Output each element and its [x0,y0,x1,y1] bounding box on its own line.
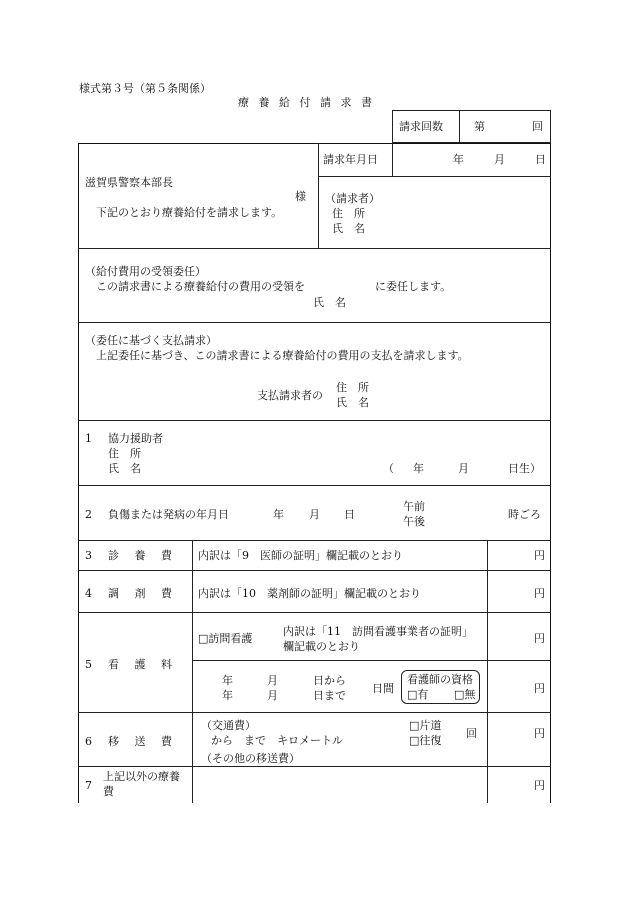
date-label: 請求年月日 [323,153,378,166]
request-text: 下記のとおり療養給付を請求します。 [96,206,283,219]
form-title: 療 養 給 付 請 求 書 [238,96,375,109]
claimant-label: （請求者） [325,192,380,205]
form-number: 様式第３号（第５条関係） [79,82,211,95]
s4-label: 調 剤 費 [108,587,178,600]
s7-label: 上記以外の療養 [103,770,180,783]
addressee: 滋賀県警察本部長 [85,176,173,189]
one-way-checkbox[interactable]: □片道 [409,719,442,732]
visit-nursing-checkbox[interactable]: □訪問看護 [198,632,253,645]
s4-detail: 内訳は「10 薬剤師の証明」欄記載のとおり [198,587,421,600]
s3-label: 診 養 費 [108,549,178,562]
s1-title: 協力援助者 [108,432,163,445]
nurse-qualified-yes-checkbox[interactable]: □有 [407,688,429,701]
s5-label: 看 護 料 [108,658,178,671]
nurse-qualified-no-checkbox[interactable]: □無 [454,688,476,701]
s6-label: 移 送 費 [108,735,178,748]
round-trip-checkbox[interactable]: □往復 [409,734,442,747]
request-count-label: 請求回数 [399,120,443,133]
s2-title: 負傷または発病の年月日 [108,508,229,521]
s3-detail: 内訳は「9 医師の証明」欄記載のとおり [198,549,403,562]
delegation-title: （給付費用の受領委任） [85,265,206,278]
payment-title: （委任に基づく支払請求） [85,334,217,347]
main-form-frame [78,143,551,803]
